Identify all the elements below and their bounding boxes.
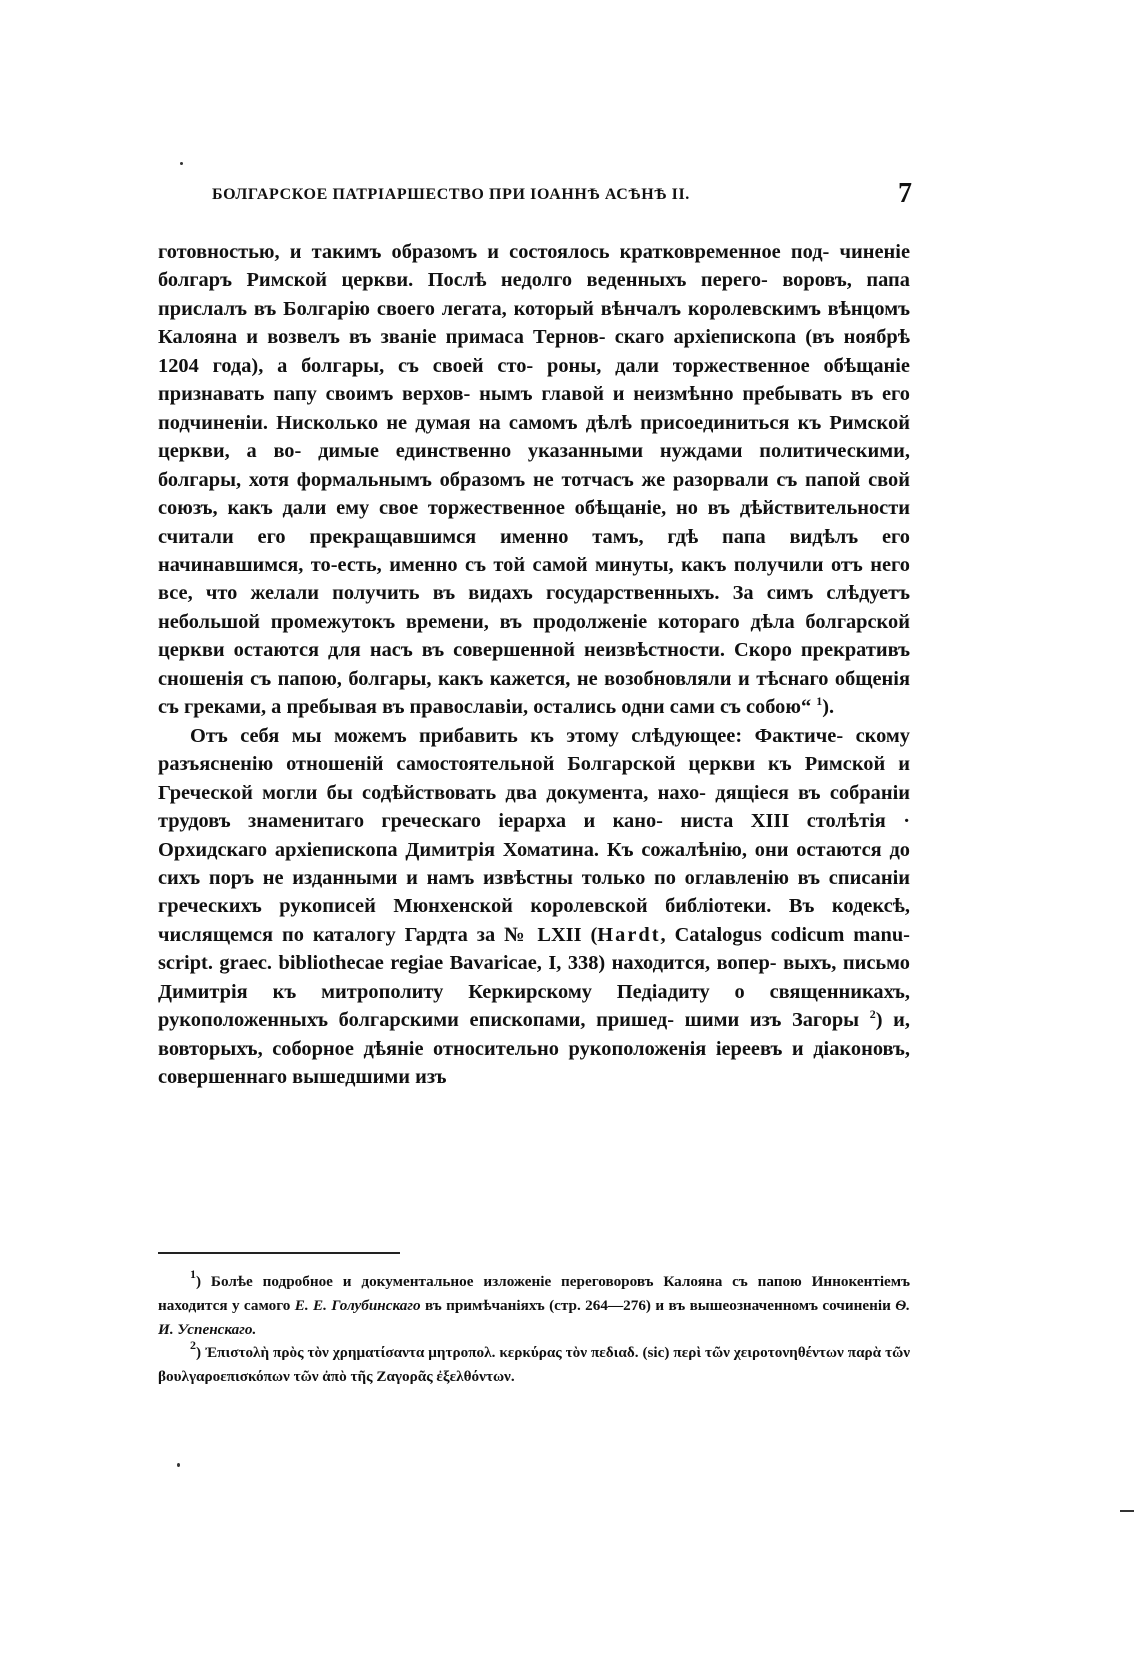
text-line: не думая на самомъ дѣлѣ присоединиться къ Римской церкви, а во- [158,411,910,463]
footnote-text: въ примѣчаніяхъ (стр. 264—276) и въ вышеозначенномъ сочиненіи [420,1296,896,1314]
footnote-marker-2: 2 [190,1338,196,1353]
footnote-1 [158,1267,910,1341]
paragraph-2 [158,722,910,1092]
scan-edge-mark [1120,1510,1134,1512]
text-line: нымъ главой и неизмѣнно пребывать въ его подчиненіи. Нисколько [158,383,910,434]
text-line: роны, дали торжественное обѣщаніе признавать папу своимъ верхов- [158,354,910,406]
text-line: какъ дали ему свое торжественное обѣщаніе, но въ дѣйствительности [227,497,910,520]
text-line: Отъ себя мы можемъ прибавить къ этому слѣдующее: Фактиче- [190,724,844,747]
text-line: ниста XIII столѣтія · Орхидскаго архіепископа Димитрія Хоматина. [158,810,910,861]
footnote-marker-1: 1 [190,1267,196,1281]
footnote-2 [158,1338,910,1389]
text-line: выхъ, письмо Димитрія къ митрополиту Керкирскому Педіадиту о [158,952,910,1003]
text-line: чиненіе болгаръ Римской церкви. Послѣ недолго веденныхъ перего- [158,241,910,292]
footnote-ref-1: 1 [816,694,823,709]
text-line: скому разъясненію отношеній самостоятельной Болгарской церкви къ [158,724,910,776]
running-title: БОЛГАРСКОЕ ПАТРІАРШЕСТВО ПРИ ІОАННѢ АСѢНѢ II. [212,186,690,203]
text-line: Мюнхенской королевской библіотеки. Въ кодексѣ, числящемся по [158,895,910,946]
text-line: Къ сожалѣнію, они остаются до сихъ поръ не изданными и намъ [158,838,910,889]
text-line: неизвѣстности. Скоро прекративъ сношенія съ папою, болгары, какъ [158,639,910,690]
text-line: готовностью, и такимъ образомъ и состоялось кратковременное под- [158,241,830,263]
scan-speck [177,1463,180,1467]
text-fragment: ). [822,696,835,719]
scan-speck [180,162,183,165]
text-line: димые единственно указанными нуждами политическими, болгары, хотя [158,440,910,491]
page-number: 7 [898,178,912,209]
text-line: формальнымъ образомъ не тотчасъ же разорвали съ папой свой союзъ, [158,468,910,520]
text-line: шими изъ Загоры [684,1009,860,1032]
footnote-ref-2: 2 [869,1007,876,1022]
text-line: извѣстны только по оглавленію въ списаніи греческихъ рукописей [158,866,910,918]
text-line: Римской и Греческой могли бы содѣйствовать два документа, нахо- [158,753,910,804]
body-text [158,238,910,1092]
text-line: въ православіи, остались одни сами съ собою“ [382,696,812,719]
footnote-author: Е. Е. Голубинскаго [294,1296,421,1314]
text-line: дящіеся въ собраніи трудовъ знаменитаго греческаго іерарха и кано- [158,781,910,833]
text-line: каталогу Гардта за № LXII ( [312,923,598,946]
text-line: рукоположенія іереевъ и діаконовъ, совершеннаго вышедшими изъ [158,1037,910,1089]
text-line: отъ него все, что желали получить въ видахъ государственныхъ. [158,553,910,605]
text-line: скаго архіепископа (въ ноябрѣ 1204 года), а болгары, съ своей сто- [158,326,910,377]
text-line: священникахъ, рукоположенныхъ болгарскими епископами, пришед- [158,980,910,1032]
text-line: воровъ, папа прислалъ въ Болгарію своего легата, который вѣнчалъ [158,269,910,320]
text-line: королевскимъ вѣнцомъ Калояна и возвелъ въ званіе примаса Тернов- [158,297,910,349]
footnote-author: Ѳ. И. Успенскаго. [158,1296,910,1338]
running-head [160,178,912,214]
footnotes [158,1267,910,1389]
text-line: , Catalogus codicum manu- [660,923,910,946]
text-line: считали его прекращавшимся именно тамъ, гдѣ папа видѣлъ его [158,525,910,548]
text-line: script. graec. bibliothecae regiae Bavaricae, I, 338) находится, вопер- [158,952,777,975]
footnote-text: ) Болѣе подробное и документальное изложеніе переговоровъ Калояна съ папою Иннокентіемъ находится у самого [158,1273,910,1314]
text-line: За симъ слѣдуетъ небольшой промежутокъ времени, въ продолженіе [158,582,910,633]
footnote-text-greek: ) Ἐπιστολὴ πρὸς τὸν χρηματίσαντα μητροπολ. κερκύρας τὸν πεδιαδ. (sic) περὶ τῶν χειροτονηθέντων παρὰ τῶν βουλγαροεπισκόπων τῶν ἀπὸ τῆς Ζαγορᾶς ἐξελθόντων. [158,1344,910,1386]
text-line: котораго дѣла болгарской церкви остаются для насъ въ совершенной [158,610,910,662]
text-line: кажется, не возобновляли и тѣснаго общенія съ греками, а пребывая [158,667,910,719]
paragraph-1 [158,238,910,722]
text-line: ) и, вовторыхъ, соборное дѣяніе относительно [158,1009,910,1060]
footnote-divider [158,1252,400,1254]
text-line: начинавшимся, то-есть, именно съ той самой минуты, какъ получили [158,553,824,576]
spaced-name-hardt: Hardt [597,923,661,946]
